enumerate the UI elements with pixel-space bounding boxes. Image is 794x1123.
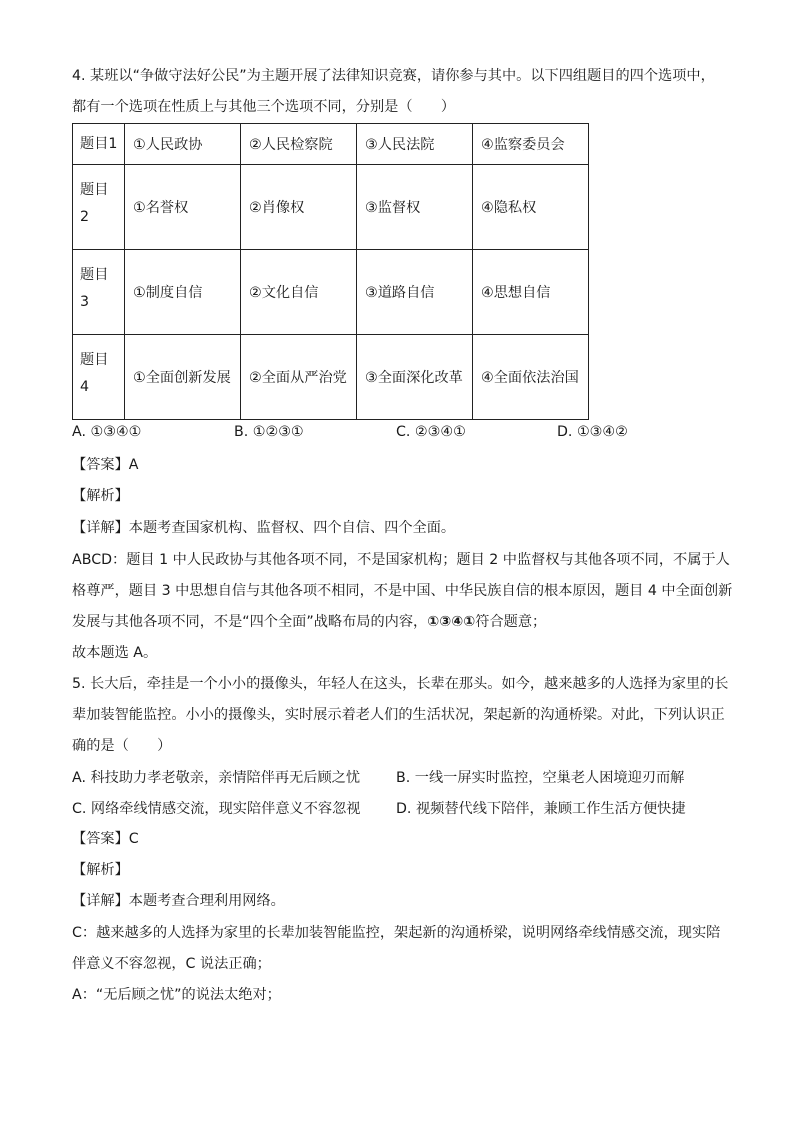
row-header — [73, 335, 125, 420]
table-cell: ②人民检察院 — [241, 124, 357, 165]
table-cell: ③道路自信 — [357, 250, 473, 335]
q5-explanation-line2: 伴意义不容忽视，C 说法正确； — [72, 956, 271, 972]
q4-stem-line1: 4. 某班以“争做守法好公民”为主题开展了法律知识竞赛，请你参与其中。以下四组题目的四个选项中， — [72, 68, 715, 84]
q4-explanation-line1: ABCD：题目 1 中人民政协与其他各项不同，不是国家机构；题目 2 中监督权与其他各项不同，不属于人 — [72, 552, 730, 568]
table-cell: ③全面深化改革 — [357, 335, 473, 420]
q4-option-a: A. ①③④① — [72, 424, 142, 440]
q5-stem-line2: 辈加装智能监控。小小的摄像头，实时展示着老人们的生活状况，架起新的沟通桥梁。对此，下列认识正 — [72, 707, 725, 723]
row-header — [73, 165, 125, 250]
table-row — [73, 124, 589, 165]
q4-analysis-label: 【解析】 — [72, 488, 129, 504]
table-cell: ④全面依法治国 — [473, 335, 589, 420]
explanation-answer-marks: ①③④① — [427, 614, 476, 630]
table-cell: ④监察委员会 — [473, 124, 589, 165]
table-cell: ③人民法院 — [357, 124, 473, 165]
row-header-number: 2 — [80, 209, 90, 225]
q5-stem-line3: 确的是（ ） — [72, 738, 172, 754]
row-header: 题目1 — [73, 124, 125, 165]
explanation-text: 符合题意； — [475, 614, 547, 630]
q4-explanation-line3 — [72, 612, 546, 632]
table-cell: ④隐私权 — [473, 165, 589, 250]
table-cell: ④思想自信 — [473, 250, 589, 335]
q4-option-b: B. ①②③① — [234, 424, 304, 440]
q4-stem-line2: 都有一个选项在性质上与其他三个选项不同，分别是（ ） — [72, 99, 456, 115]
row-header-text: 题目 — [80, 267, 109, 283]
q5-detail: 【详解】本题考查合理利用网络。 — [72, 893, 285, 909]
row-header — [73, 250, 125, 335]
table-cell: ②文化自信 — [241, 250, 357, 335]
q5-explanation-line3: A：“无后顾之忧”的说法太绝对； — [72, 987, 281, 1003]
q4-explanation-line2: 格尊严，题目 3 中思想自信与其他各项不相同，不是中国、中华民族自信的根本原因，题目 4 中全面创新 — [72, 583, 733, 599]
q5-answer: 【答案】C — [72, 831, 139, 847]
q5-option-c: C. 网络牵线情感交流，现实陪伴意义不容忽视 — [72, 801, 361, 817]
q4-options-table — [72, 123, 589, 420]
row-header-number: 3 — [80, 294, 90, 310]
table-row — [73, 250, 589, 335]
table-cell: ①全面创新发展 — [125, 335, 241, 420]
explanation-text: 发展与其他各项不同，不是“四个全面”战略布局的内容， — [72, 614, 428, 630]
q4-option-c: C. ②③④① — [396, 424, 466, 440]
table-cell: ②肖像权 — [241, 165, 357, 250]
table-row — [73, 335, 589, 420]
table-cell: ①制度自信 — [125, 250, 241, 335]
row-header-text: 题目 — [80, 352, 109, 368]
q5-option-d: D. 视频替代线下陪伴，兼顾工作生活方便快捷 — [396, 801, 686, 817]
row-header-text: 题目 — [80, 182, 109, 198]
table-cell: ①名誉权 — [125, 165, 241, 250]
row-header-number: 4 — [80, 379, 90, 395]
q5-stem-line1: 5. 长大后，牵挂是一个小小的摄像头，年轻人在这头，长辈在那头。如今，越来越多的人选择为家里的长 — [72, 676, 729, 692]
q4-detail: 【详解】本题考查国家机构、监督权、四个自信、四个全面。 — [72, 520, 456, 536]
q4-answer: 【答案】A — [72, 457, 139, 473]
q4-conclusion: 故本题选 A。 — [72, 645, 158, 661]
table-cell: ②全面从严治党 — [241, 335, 357, 420]
q4-option-d: D. ①③④② — [557, 424, 628, 440]
table-row — [73, 165, 589, 250]
q5-option-b: B. 一线一屏实时监控，空巢老人困境迎刃而解 — [396, 770, 685, 786]
table-cell: ①人民政协 — [125, 124, 241, 165]
q5-option-a: A. 科技助力孝老敬亲，亲情陪伴再无后顾之忧 — [72, 770, 361, 786]
q5-explanation-line1: C：越来越多的人选择为家里的长辈加装智能监控，架起新的沟通桥梁，说明网络牵线情感交流，现实陪 — [72, 925, 721, 941]
q5-analysis-label: 【解析】 — [72, 862, 129, 878]
table-cell: ③监督权 — [357, 165, 473, 250]
